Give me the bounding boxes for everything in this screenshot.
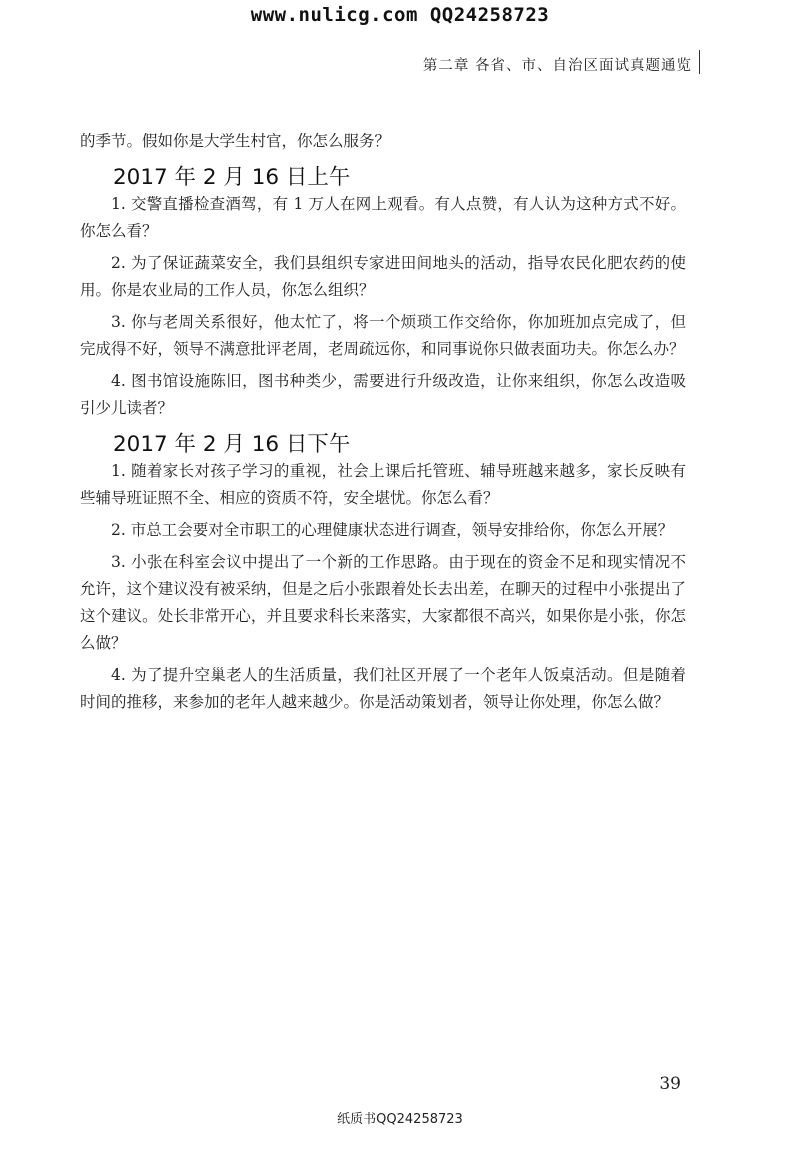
page-number: 39 — [659, 1074, 681, 1094]
top-watermark: www.nulicg.com QQ24258723 — [250, 4, 550, 26]
page-body — [80, 128, 686, 721]
question-item: 3. 小张在科室会议中提出了一个新的工作思路。由于现在的资金不足和现实情况不允许，这个建议没有被采纳，但是之后小张跟着处长去出差，在聊天的过程中小张提出了这个建议。处长非常开心，并且要求科长来落实，大家都很不高兴，如果你是小张，你怎么做？ — [80, 553, 686, 652]
running-head-divider — [699, 50, 700, 74]
question-item: 1. 随着家长对孩子学习的重视，社会上课后托管班、辅导班越来越多，家长反映有些辅导班证照不全、相应的资质不符，安全堪忧。你怎么看？ — [80, 462, 686, 507]
question-item: 4. 图书馆设施陈旧，图书种类少，需要进行升级改造，让你来组织，你怎么改造吸引少儿读者？ — [80, 372, 686, 417]
question-item: 2. 为了保证蔬菜安全，我们县组织专家进田间地头的活动，指导农民化肥农药的使用。你是农业局的工作人员，你怎么组织？ — [80, 254, 686, 299]
continuation-paragraph: 的季节。假如你是大学生村官，你怎么服务？ — [80, 132, 391, 150]
question-item: 4. 为了提升空巢老人的生活质量，我们社区开展了一个老年人饭桌活动。但是随着时间的推移，来参加的老年人越来越少。你是活动策划者，领导让你处理，你怎么做？ — [80, 666, 686, 711]
bottom-watermark: 纸质书QQ24258723 — [337, 1112, 463, 1127]
section-heading-morning: 2017 年 2 月 16 日上午 — [113, 165, 351, 190]
running-head: 第二章 各省、市、自治区面试真题通览 — [422, 58, 692, 74]
question-item: 3. 你与老周关系很好，他太忙了，将一个烦琐工作交给你，你加班加点完成了，但完成得不好，领导不满意批评老周，老周疏远你，和同事说你只做表面功夫。你怎么办？ — [80, 313, 686, 358]
question-item: 2. 市总工会要对全市职工的心理健康状态进行调查，领导安排给你，你怎么开展？ — [111, 521, 674, 539]
question-item: 1. 交警直播检查酒驾，有 1 万人在网上观看。有人点赞，有人认为这种方式不好。你怎么看？ — [80, 195, 686, 240]
section-heading-afternoon: 2017 年 2 月 16 日下午 — [113, 432, 351, 457]
